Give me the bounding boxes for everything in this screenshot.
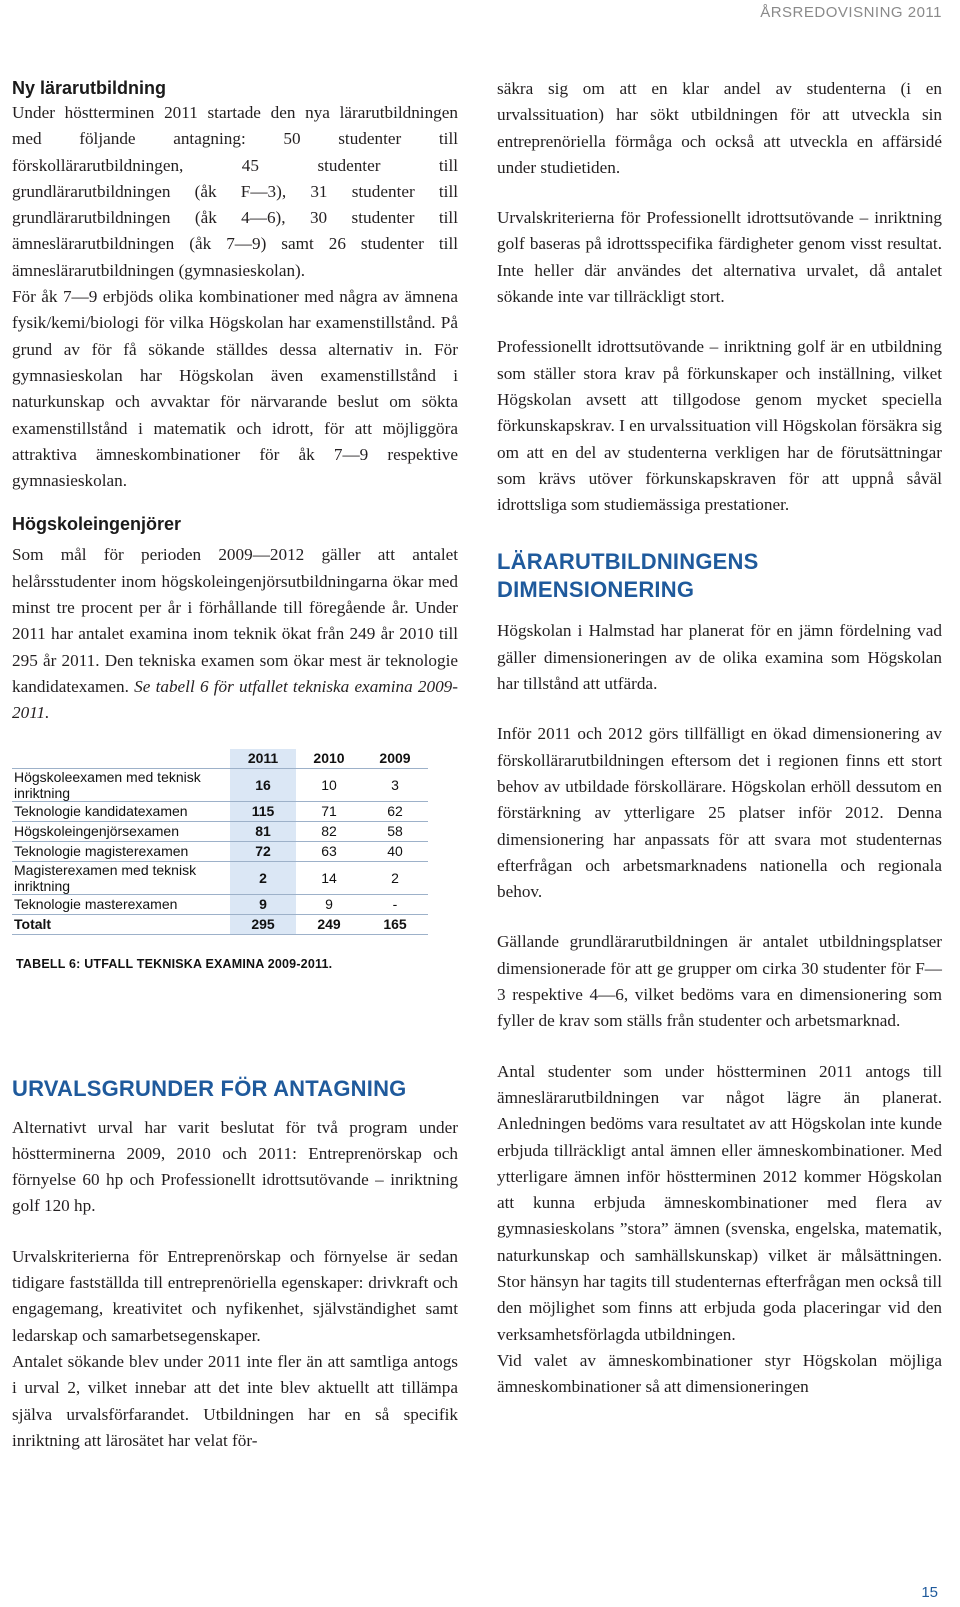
table-header-cell: 2011 — [230, 749, 296, 769]
paragraph: Vid valet av ämneskombinationer styr Högskolan möjliga ämneskombinationer så att dimensioneringen — [497, 1350, 942, 1397]
table-row — [12, 841, 428, 861]
heading-hogskoleingenjorer: Högskoleingenjörer — [12, 514, 182, 535]
table-row-label: Magisterexamen med teknisk inriktning — [12, 861, 230, 894]
table-header-cell: 2009 — [362, 749, 428, 769]
table-cell: 295 — [230, 914, 296, 934]
table-caption: TABELL 6: UTFALL TEKNISKA EXAMINA 2009-2011. — [16, 956, 333, 971]
paragraph: Högskolan i Halmstad har planerat för en jämn fördelning vad gäller dimensioneringen av de olika examina som Högskolan har tillstånd att utfärda. — [497, 621, 942, 694]
table-cell: 71 — [296, 801, 362, 821]
table-cell: - — [362, 894, 428, 914]
table-row — [12, 861, 428, 894]
table-row-label: Högskoleingenjörsexamen — [12, 821, 230, 841]
table-header-row — [12, 749, 428, 769]
paragraph: Urvalskriterierna för Professionellt idrottsutövande – inriktning golf baseras på idrottsspecifika färdigheter genom visst resultat. Inte heller där användes det alternativa urvalet, då antalet sökande inte var tillräckligt stort. — [497, 208, 942, 307]
paragraph: Antalet sökande blev under 2011 inte fler än att samtliga antogs i urval 2, vilket innebar att det inte blev aktuellt att tillämpa själva urvalsförfarandet. Utbildningen har en så specifik inriktning att lärosätet har velat för- — [12, 1351, 458, 1450]
table-cell: 2 — [230, 861, 296, 894]
table-row-label: Teknologie masterexamen — [12, 894, 230, 914]
table-row — [12, 894, 428, 914]
table-header-cell: 2010 — [296, 749, 362, 769]
table-cell: 249 — [296, 914, 362, 934]
table-cell: 40 — [362, 841, 428, 861]
table-total-label: Totalt — [12, 914, 230, 934]
document-header: ÅRSREDOVISNING 2011 — [760, 4, 942, 21]
table-cell: 115 — [230, 801, 296, 821]
table-row — [12, 801, 428, 821]
left-column — [12, 76, 458, 1454]
table-row-label: Teknologie magisterexamen — [12, 841, 230, 861]
exam-table — [12, 749, 428, 935]
table-cell: 9 — [230, 894, 296, 914]
table-cell: 82 — [296, 821, 362, 841]
table-cell: 9 — [296, 894, 362, 914]
table-cell: 63 — [296, 841, 362, 861]
paragraph: Alternativt urval har varit beslutat för två program under höstterminerna 2009, 2010 och 2011: Entreprenörskap och förnyelse 60 hp och Professionellt idrottsutövande – inriktning golf 120 hp. — [12, 1117, 458, 1216]
paragraph: Urvalskriterierna för Entreprenörskap och förnyelse är sedan tidigare fastställda till entreprenöriella egenskaper: drivkraft och engagemang, kreativitet och nyfikenhet, självständighet samt ledarskap och samarbetsegenskaper. — [12, 1246, 458, 1345]
table-cell: 58 — [362, 821, 428, 841]
table-cell: 72 — [230, 841, 296, 861]
table-total-row — [12, 914, 428, 934]
table-row — [12, 821, 428, 841]
heading-lararutbildningens-dimensionering: LÄRARUTBILDNINGENS DIMENSIONERING — [497, 549, 759, 603]
table-cell: 14 — [296, 861, 362, 894]
table-cell: 165 — [362, 914, 428, 934]
paragraph: Under höstterminen 2011 startade den nya lärarutbildningen med följande antagning: 50 studenter till förskollärarutbildningen, 45 studenter till grundlärarutbildningen (åk F—3), 31 studenter till grundlärarutbildningen (åk 4—6), 30 studenter till ämneslärarutbildningen (åk 7—9) samt 26 studenter till ämneslärarutbildningen (gymnasieskolan). — [12, 103, 458, 280]
table-cell: 3 — [362, 768, 428, 801]
heading-ny-lararutbildning: Ny lärarutbildning — [12, 78, 167, 98]
table-row — [12, 768, 428, 801]
paragraph: Professionellt idrottsutövande – inriktning golf är en utbildning som ställer stora krav på förkunskaper och inställning, vilket Högskolan avsett att tillgodose genom mycket speciella förkunskapskrav. I en urvalssituation vill Högskolan försäkra sig om att en del av studenterna verkligen har de förutsättningar som krävs utöver förkunskapskraven för att uppnå såväl idrottsliga som studiemässiga prestationer. — [497, 337, 942, 515]
paragraph: För åk 7—9 erbjöds olika kombinationer med några av ämnena fysik/kemi/biologi för vilka Högskolan har examenstillstånd. På grund av för få sökande ställdes dessa alternativ in. För gymnasieskolan har Högskolan även examenstillstånd i naturkunskap och avvaktar för närvarande beslut om sökta examenstillstånd i matematik och idrott, för att möjliggöra attraktiva ämneskombinationer för åk 7—9 respektive gymnasieskolan. — [12, 287, 458, 491]
paragraph: Gällande grundlärarutbildningen är antalet utbildningsplatser dimensionerade för att ge grupper om cirka 30 studenter för F—3 respektive 4—6, vilket bedöms vara en dimensionering som fyller de krav som ställs från studenter och arbetsmarknad. — [497, 932, 942, 1031]
heading-urvalsgrunder: URVALSGRUNDER FÖR ANTAGNING — [12, 1075, 407, 1101]
paragraph: Antal studenter som under höstterminen 2011 antogs till ämneslärarutbildningen var något lägre än planerat. Anledningen bedöms vara resultatet av att Högskolan inte kunde erbjuda tillräckligt antal ämnen eller ämneskombinationer. Med ytterligare ämnen inför höstterminen 2012 kommer Högskolan att kunna erbjuda ämneskombinationer med flera av gymnasieskolans ”stora” ämnen (svenska, engelska, matematik, naturkunskap och samhällskunskap) vilket är målsättningen. Stor hänsyn har tagits till studenternas efterfrågan men också till den möjlighet som finns att erbjuda goda placeringar vid den verksamhetsförlagda utbildningen. — [497, 1061, 942, 1344]
table-reference: Se tabell 6 för utfallet tekniska examina 2009-2011. — [12, 676, 458, 723]
table-cell: 81 — [230, 821, 296, 841]
table-cell: 2 — [362, 861, 428, 894]
table-cell: 10 — [296, 768, 362, 801]
paragraph: Inför 2011 och 2012 görs tillfälligt en ökad dimensionering av förskollärarutbildningen eftersom det i regionen finns ett stort behov av utbildade förskollärare. Högskolan erhöll dessutom en förstärkning av ytterligare 25 platser inför 2012. Denna dimensionering har anpassats för att svara mot studenternas efterfrågan och arbetsmarknadens nationella och regionala behov. — [497, 724, 942, 902]
page-number: 15 — [921, 1584, 938, 1601]
table-cell: 62 — [362, 801, 428, 821]
paragraph — [12, 542, 458, 726]
paragraph-text: Som mål för perioden 2009—2012 gäller att antalet helårsstudenter inom högskoleingenjörsutbildningarna ökar med minst tre procent per år i förhållande till föregående år. Under 2011 har antalet examina inom teknik ökat från 249 år 2010 till 295 år 2011. Den tekniska examen som ökar mest är teknologie kandidatexamen. — [12, 545, 458, 696]
right-column — [497, 76, 942, 1400]
table-row-label: Teknologie kandidatexamen — [12, 801, 230, 821]
table-row-label: Högskoleexamen med teknisk inriktning — [12, 768, 230, 801]
paragraph: säkra sig om att en klar andel av studenterna (i en urvalssituation) har sökt utbildningen för att utveckla sin entreprenöriella förmåga och också att utveckla en affärsidé under studietiden. — [497, 79, 942, 177]
table-cell: 16 — [230, 768, 296, 801]
table-header-empty — [12, 749, 230, 769]
